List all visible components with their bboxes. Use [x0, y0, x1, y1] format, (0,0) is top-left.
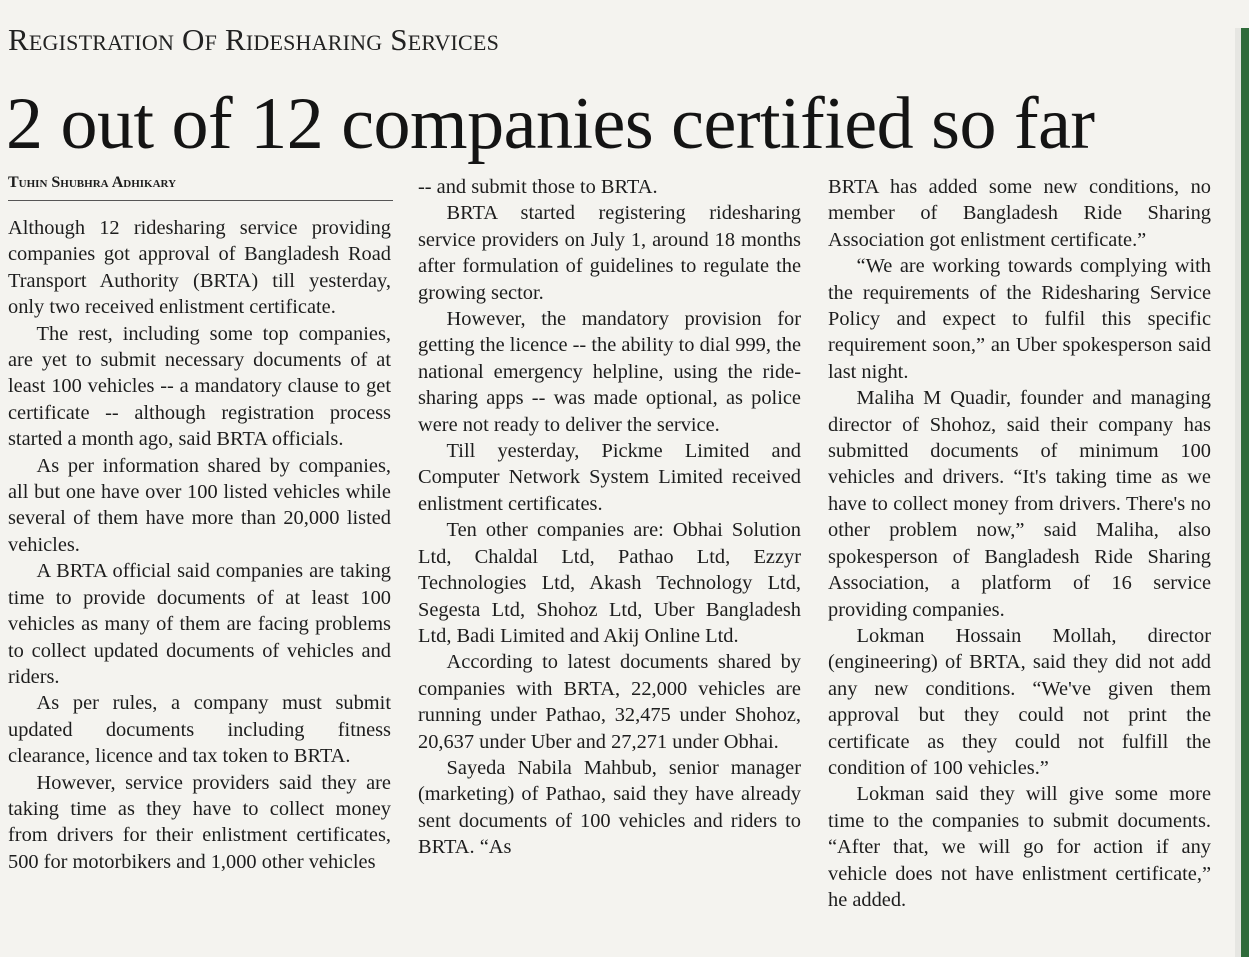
paragraph: Ten other companies are: Obhai Solution Ltd, Chaldal Ltd, Pathao Ltd, Ezzyr Technologies Ltd, Akash Technology Ltd, Segesta Ltd, Shohoz Ltd, Uber Bangladesh Ltd, Badi Limited and Akij Online Ltd.	[418, 519, 801, 647]
paragraph: As per rules, a company must submit updated documents including fitness clearance, licence and tax token to BRTA.	[8, 692, 391, 768]
paragraph: BRTA has added some new conditions, no member of Bangladesh Ride Sharing Association got enlistment certificate.”	[828, 176, 1211, 251]
article-column-2	[418, 174, 801, 861]
article-column-1	[8, 215, 391, 875]
paragraph: Lokman Hossain Mollah, director (engineering) of BRTA, said they did not add any new conditions. “We've given them approval but they could not print the certificate as they could not fulfill the condition of 100 vehicles.”	[828, 624, 1211, 779]
byline: Tuhin Shubhra Adhikary	[8, 174, 177, 191]
headline: 2 out of 12 companies certified so far	[6, 83, 1095, 165]
paragraph: A BRTA official said companies are taking time to provide documents of at least 100 vehicles as many of them are facing problems to collect updated documents of vehicles and riders.	[8, 560, 391, 688]
paragraph: Sayeda Nabila Mahbub, senior manager (marketing) of Pathao, said they have already sent documents of 100 vehicles and riders to BRTA. “As	[418, 756, 801, 859]
paragraph: -- and submit those to BRTA.	[418, 176, 658, 198]
paragraph: As per information shared by companies, all but one have over 100 listed vehicles while several of them have more than 20,000 listed vehicles.	[8, 454, 391, 556]
paragraph: However, the mandatory provision for getting the licence -- the ability to dial 999, the national emergency helpline, using the ride-sharing apps -- was made optional, as police were not ready to deliver the service.	[418, 308, 801, 436]
paragraph: “We are working towards complying with the requirements of the Ridesharing Service Policy and expect to fulfil this specific requirement soon,” an Uber spokesperson said last night.	[828, 255, 1211, 383]
paragraph: Although 12 ridesharing service providing companies got approval of Bangladesh Road Transport Authority (BRTA) till yesterday, only two received enlistment certificate.	[8, 217, 391, 319]
byline-divider	[8, 200, 393, 201]
paragraph: BRTA started registering ridesharing service providers on July 1, around 18 months after formulation of guidelines to regulate the growing sector.	[418, 202, 801, 304]
paragraph: According to latest documents shared by companies with BRTA, 22,000 vehicles are running under Pathao, 32,475 under Shohoz, 20,637 under Uber and 27,271 under Obhai.	[418, 651, 801, 753]
paragraph: Till yesterday, Pickme Limited and Computer Network System Limited received enlistment certificates.	[418, 440, 801, 515]
paragraph: However, service providers said they are taking time as they have to collect money from drivers for their enlistment certificates, 500 for motorbikers and 1,000 other vehicles	[8, 771, 391, 873]
paragraph: Lokman said they will give some more time to the companies to submit documents. “After that, we will go for action if any vehicle does not have enlistment certificate,” he added.	[828, 783, 1211, 911]
paragraph: The rest, including some top companies, are yet to submit necessary documents of at least 100 vehicles -- a mandatory clause to get certificate -- although registration process started a month ago, said BRTA officials.	[8, 322, 391, 451]
green-edge-bar	[1241, 28, 1249, 957]
article-column-3	[828, 174, 1211, 913]
paragraph: Maliha M Quadir, founder and managing director of Shohoz, said their company has submitted documents of minimum 100 vehicles and drivers. “It's taking time as we have to collect money from drivers. There's no other problem now,” said Maliha, also spokesperson of Bangladesh Ride Sharing Association, a platform of 16 service providing companies.	[828, 387, 1211, 621]
section-kicker: Registration Of Ridesharing Services	[8, 22, 500, 57]
